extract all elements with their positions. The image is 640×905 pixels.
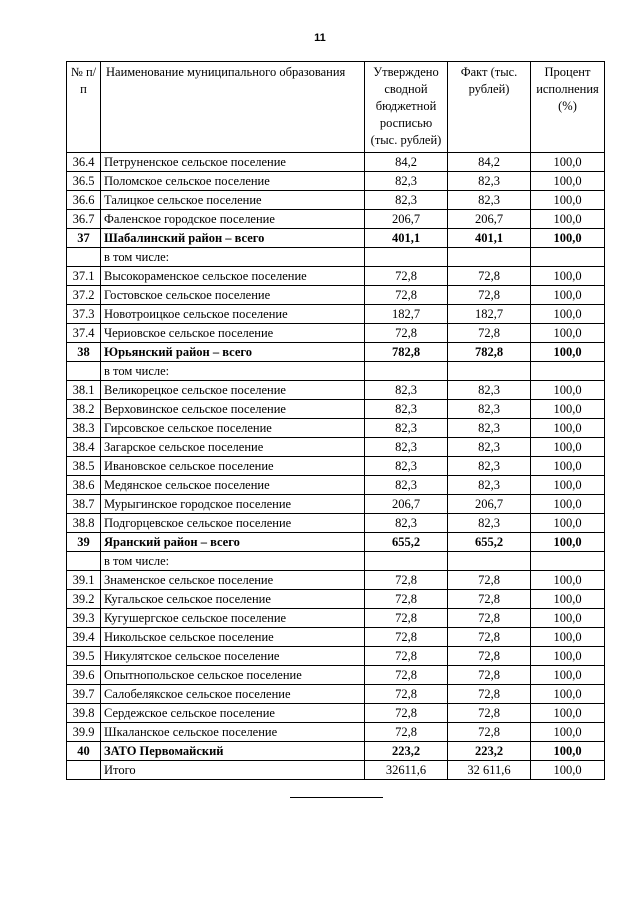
table-row (67, 248, 605, 267)
approved-value-cell: 401,1 (365, 229, 448, 248)
percent-value-cell: 100,0 (531, 419, 605, 438)
fact-value-cell: 72,8 (448, 590, 531, 609)
fact-value-cell: 72,8 (448, 324, 531, 343)
percent-value-cell: 100,0 (531, 267, 605, 286)
municipality-name-cell: в том числе: (101, 362, 365, 381)
percent-value-cell: 100,0 (531, 704, 605, 723)
approved-value-cell: 82,3 (365, 514, 448, 533)
page-number: 11 (314, 32, 326, 44)
fact-value-cell: 32 611,6 (448, 761, 531, 780)
table-row (67, 305, 605, 324)
municipality-name-cell: Новотроицкое сельское поселение (101, 305, 365, 324)
row-number-cell: 39.8 (67, 704, 101, 723)
row-number-cell: 39.3 (67, 609, 101, 628)
row-number-cell: 37.2 (67, 286, 101, 305)
municipality-name-cell: Медянское сельское поселение (101, 476, 365, 495)
percent-value-cell: 100,0 (531, 647, 605, 666)
fact-value-cell: 72,8 (448, 704, 531, 723)
header-name: Наименование муниципального образования (101, 62, 365, 153)
approved-value-cell: 82,3 (365, 457, 448, 476)
row-number-cell: 37.1 (67, 267, 101, 286)
table-row (67, 419, 605, 438)
approved-value-cell: 82,3 (365, 172, 448, 191)
table-row (67, 362, 605, 381)
row-number-cell: 38.2 (67, 400, 101, 419)
table-row (67, 704, 605, 723)
municipality-name-cell: Великорецкое сельское поселение (101, 381, 365, 400)
approved-value-cell: 32611,6 (365, 761, 448, 780)
table-row (67, 324, 605, 343)
header-fact: Факт (тыс. рублей) (448, 62, 531, 153)
row-number-cell: 36.6 (67, 191, 101, 210)
table-row (67, 571, 605, 590)
municipality-name-cell: в том числе: (101, 552, 365, 571)
approved-value-cell: 82,3 (365, 400, 448, 419)
row-number-cell: 38.8 (67, 514, 101, 533)
percent-value-cell: 100,0 (531, 438, 605, 457)
fact-value-cell: 82,3 (448, 172, 531, 191)
percent-value-cell: 100,0 (531, 343, 605, 362)
table-row (67, 495, 605, 514)
table-row (67, 343, 605, 362)
row-number-cell: 38.1 (67, 381, 101, 400)
percent-value-cell: 100,0 (531, 191, 605, 210)
percent-value-cell: 100,0 (531, 723, 605, 742)
table-row (67, 609, 605, 628)
fact-value-cell: 82,3 (448, 438, 531, 457)
approved-value-cell: 72,8 (365, 647, 448, 666)
percent-value-cell: 100,0 (531, 172, 605, 191)
fact-value-cell (448, 362, 531, 381)
approved-value-cell: 206,7 (365, 210, 448, 229)
row-number-cell: 39.9 (67, 723, 101, 742)
row-number-cell: 36.4 (67, 153, 101, 172)
municipality-name-cell: Никулятское сельское поселение (101, 647, 365, 666)
municipality-name-cell: ЗАТО Первомайский (101, 742, 365, 761)
municipality-name-cell: Опытнопольское сельское поселение (101, 666, 365, 685)
table-row (67, 153, 605, 172)
approved-value-cell: 72,8 (365, 571, 448, 590)
row-number-cell: 39.7 (67, 685, 101, 704)
percent-value-cell: 100,0 (531, 476, 605, 495)
percent-value-cell: 100,0 (531, 666, 605, 685)
municipality-name-cell: Юрьянский район – всего (101, 343, 365, 362)
row-number-cell: 37 (67, 229, 101, 248)
row-number-cell (67, 552, 101, 571)
table-row (67, 438, 605, 457)
fact-value-cell: 82,3 (448, 457, 531, 476)
fact-value-cell (448, 552, 531, 571)
table-body (67, 153, 605, 780)
approved-value-cell: 72,8 (365, 609, 448, 628)
percent-value-cell: 100,0 (531, 324, 605, 343)
municipality-name-cell: Гостовское сельское поселение (101, 286, 365, 305)
table-row (67, 457, 605, 476)
fact-value-cell: 82,3 (448, 476, 531, 495)
approved-value-cell: 782,8 (365, 343, 448, 362)
approved-value-cell: 82,3 (365, 438, 448, 457)
fact-value-cell (448, 248, 531, 267)
fact-value-cell: 72,8 (448, 609, 531, 628)
fact-value-cell: 84,2 (448, 153, 531, 172)
percent-value-cell: 100,0 (531, 229, 605, 248)
percent-value-cell: 100,0 (531, 609, 605, 628)
percent-value-cell: 100,0 (531, 514, 605, 533)
row-number-cell: 38 (67, 343, 101, 362)
percent-value-cell: 100,0 (531, 590, 605, 609)
approved-value-cell (365, 248, 448, 267)
fact-value-cell: 72,8 (448, 286, 531, 305)
percent-value-cell: 100,0 (531, 381, 605, 400)
row-number-cell: 40 (67, 742, 101, 761)
fact-value-cell: 82,3 (448, 419, 531, 438)
municipality-name-cell: Шабалинский район – всего (101, 229, 365, 248)
fact-value-cell: 72,8 (448, 647, 531, 666)
fact-value-cell: 72,8 (448, 685, 531, 704)
approved-value-cell: 82,3 (365, 191, 448, 210)
municipality-name-cell: Кугушергское сельское поселение (101, 609, 365, 628)
row-number-cell (67, 761, 101, 780)
fact-value-cell: 82,3 (448, 381, 531, 400)
municipality-name-cell: Никольское сельское поселение (101, 628, 365, 647)
table-row (67, 647, 605, 666)
municipality-name-cell: Подгорцевское сельское поселение (101, 514, 365, 533)
fact-value-cell: 72,8 (448, 267, 531, 286)
municipality-name-cell: Загарское сельское поселение (101, 438, 365, 457)
fact-value-cell: 182,7 (448, 305, 531, 324)
row-number-cell: 36.7 (67, 210, 101, 229)
row-number-cell: 39 (67, 533, 101, 552)
municipality-name-cell: Сердежское сельское поселение (101, 704, 365, 723)
table-row (67, 400, 605, 419)
percent-value-cell: 100,0 (531, 457, 605, 476)
approved-value-cell: 82,3 (365, 381, 448, 400)
table-row (67, 590, 605, 609)
fact-value-cell: 401,1 (448, 229, 531, 248)
municipality-name-cell: Фаленское городское поселение (101, 210, 365, 229)
approved-value-cell: 72,8 (365, 267, 448, 286)
approved-value-cell: 72,8 (365, 286, 448, 305)
approved-value-cell: 72,8 (365, 324, 448, 343)
percent-value-cell: 100,0 (531, 533, 605, 552)
approved-value-cell: 72,8 (365, 704, 448, 723)
municipality-name-cell: Мурыгинское городское поселение (101, 495, 365, 514)
row-number-cell: 39.6 (67, 666, 101, 685)
table-row (67, 172, 605, 191)
percent-value-cell: 100,0 (531, 571, 605, 590)
fact-value-cell: 72,8 (448, 723, 531, 742)
fact-value-cell: 82,3 (448, 514, 531, 533)
approved-value-cell: 72,8 (365, 723, 448, 742)
fact-value-cell: 72,8 (448, 628, 531, 647)
row-number-cell: 39.1 (67, 571, 101, 590)
row-number-cell (67, 248, 101, 267)
table-row (67, 723, 605, 742)
approved-value-cell: 655,2 (365, 533, 448, 552)
row-number-cell: 39.5 (67, 647, 101, 666)
table-row (67, 476, 605, 495)
percent-value-cell: 100,0 (531, 210, 605, 229)
fact-value-cell: 655,2 (448, 533, 531, 552)
fact-value-cell: 72,8 (448, 571, 531, 590)
percent-value-cell: 100,0 (531, 286, 605, 305)
table-row (67, 666, 605, 685)
approved-value-cell: 82,3 (365, 476, 448, 495)
municipality-name-cell: в том числе: (101, 248, 365, 267)
table-row (67, 533, 605, 552)
table-row (67, 191, 605, 210)
table-row (67, 381, 605, 400)
percent-value-cell: 100,0 (531, 742, 605, 761)
approved-value-cell: 72,8 (365, 590, 448, 609)
municipality-name-cell: Кугальское сельское поселение (101, 590, 365, 609)
approved-value-cell: 182,7 (365, 305, 448, 324)
fact-value-cell: 223,2 (448, 742, 531, 761)
row-number-cell: 39.4 (67, 628, 101, 647)
table-row (67, 761, 605, 780)
table-row (67, 286, 605, 305)
municipality-name-cell: Шкаланское сельское поселение (101, 723, 365, 742)
approved-value-cell: 206,7 (365, 495, 448, 514)
fact-value-cell: 206,7 (448, 495, 531, 514)
table-header-row (67, 62, 605, 153)
fact-value-cell: 72,8 (448, 666, 531, 685)
municipality-name-cell: Поломское сельское поселение (101, 172, 365, 191)
fact-value-cell: 82,3 (448, 191, 531, 210)
municipality-name-cell: Знаменское сельское поселение (101, 571, 365, 590)
row-number-cell: 38.7 (67, 495, 101, 514)
municipality-name-cell: Итого (101, 761, 365, 780)
row-number-cell: 37.4 (67, 324, 101, 343)
municipality-name-cell: Салобелякское сельское поселение (101, 685, 365, 704)
percent-value-cell: 100,0 (531, 305, 605, 324)
approved-value-cell: 82,3 (365, 419, 448, 438)
row-number-cell: 38.3 (67, 419, 101, 438)
municipality-name-cell: Ивановское сельское поселение (101, 457, 365, 476)
municipality-name-cell: Чериовское сельское поселение (101, 324, 365, 343)
table-row (67, 628, 605, 647)
header-number: № п/п (67, 62, 101, 153)
header-approved: Утверждено сводной бюджетной росписью (тыс. рублей) (365, 62, 448, 153)
municipality-name-cell: Яранский район – всего (101, 533, 365, 552)
approved-value-cell: 84,2 (365, 153, 448, 172)
table-row (67, 267, 605, 286)
municipality-name-cell: Талицкое сельское поселение (101, 191, 365, 210)
approved-value-cell: 223,2 (365, 742, 448, 761)
percent-value-cell: 100,0 (531, 495, 605, 514)
table-row (67, 685, 605, 704)
row-number-cell (67, 362, 101, 381)
header-percent: Процент исполнения (%) (531, 62, 605, 153)
percent-value-cell: 100,0 (531, 153, 605, 172)
row-number-cell: 38.5 (67, 457, 101, 476)
table-row (67, 552, 605, 571)
table-row (67, 210, 605, 229)
percent-value-cell (531, 362, 605, 381)
percent-value-cell (531, 552, 605, 571)
row-number-cell: 38.4 (67, 438, 101, 457)
row-number-cell: 37.3 (67, 305, 101, 324)
row-number-cell: 36.5 (67, 172, 101, 191)
approved-value-cell: 72,8 (365, 628, 448, 647)
approved-value-cell: 72,8 (365, 666, 448, 685)
approved-value-cell (365, 362, 448, 381)
municipality-name-cell: Верховинское сельское поселение (101, 400, 365, 419)
budget-execution-table (66, 61, 605, 780)
fact-value-cell: 82,3 (448, 400, 531, 419)
municipality-name-cell: Петруненское сельское поселение (101, 153, 365, 172)
percent-value-cell: 100,0 (531, 761, 605, 780)
municipality-name-cell: Гирсовское сельское поселение (101, 419, 365, 438)
table-row (67, 742, 605, 761)
end-of-table-line (290, 797, 383, 798)
fact-value-cell: 782,8 (448, 343, 531, 362)
table-row (67, 514, 605, 533)
percent-value-cell: 100,0 (531, 400, 605, 419)
row-number-cell: 38.6 (67, 476, 101, 495)
municipality-name-cell: Высокораменское сельское поселение (101, 267, 365, 286)
approved-value-cell: 72,8 (365, 685, 448, 704)
row-number-cell: 39.2 (67, 590, 101, 609)
percent-value-cell: 100,0 (531, 685, 605, 704)
percent-value-cell: 100,0 (531, 628, 605, 647)
approved-value-cell (365, 552, 448, 571)
percent-value-cell (531, 248, 605, 267)
fact-value-cell: 206,7 (448, 210, 531, 229)
table-row (67, 229, 605, 248)
